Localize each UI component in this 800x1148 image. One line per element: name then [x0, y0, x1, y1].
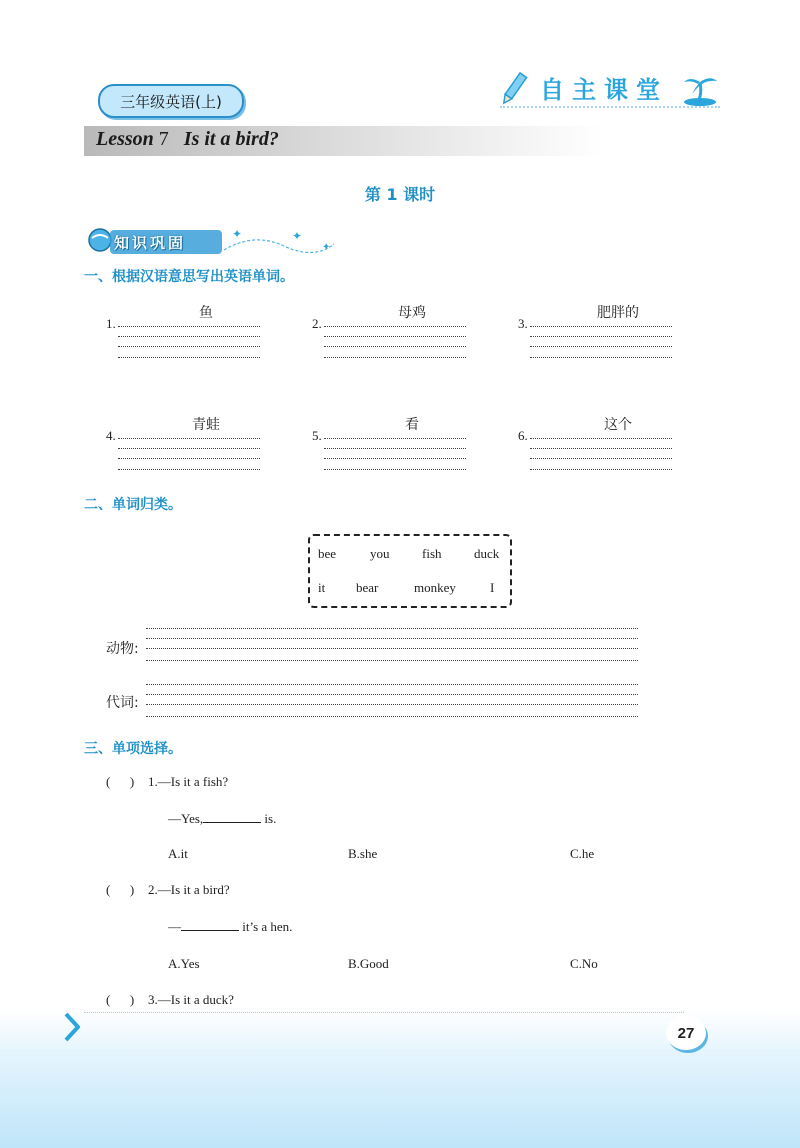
answer-line[interactable] [530, 448, 672, 449]
word-item [312, 414, 482, 474]
option-c[interactable]: C.he [570, 846, 595, 861]
answer-line[interactable] [118, 438, 260, 439]
answer-line[interactable] [146, 638, 638, 639]
question-answer: —Yes, is. [168, 811, 277, 826]
answer-line[interactable] [146, 716, 638, 717]
answer-line[interactable] [146, 648, 638, 649]
banner-title: 知识巩固 [114, 234, 187, 252]
word-item [518, 414, 688, 474]
part2-heading: 二、单词归类。 [84, 497, 182, 513]
word-chinese: 鱼 [199, 305, 213, 321]
word-bank-item: I [490, 580, 495, 595]
word-item [518, 302, 688, 362]
word-item [106, 302, 276, 362]
word-bank-item: bee [318, 546, 337, 561]
answer-line[interactable] [324, 458, 466, 459]
category-animals-label: 动物: [106, 641, 139, 657]
section-title: 自主课堂 [540, 76, 668, 104]
question-stem: 1.—Is it a fish? [148, 774, 229, 789]
word-chinese: 青蛙 [192, 417, 220, 433]
answer-line[interactable] [118, 458, 260, 459]
answer-line[interactable] [530, 458, 672, 459]
answer-line[interactable] [146, 694, 638, 695]
word-number: 1. [106, 316, 116, 331]
word-item [106, 414, 276, 474]
word-number: 3. [518, 316, 528, 331]
answer-line[interactable] [118, 469, 260, 470]
period-title: 第 1 课时 [364, 185, 436, 204]
word-chinese: 母鸡 [398, 305, 426, 321]
pencil-icon [496, 70, 530, 110]
answer-line[interactable] [324, 336, 466, 337]
answer-line[interactable] [530, 438, 672, 439]
grade-badge: 三年级英语(上) [98, 84, 244, 118]
chevron-right-icon [62, 1010, 82, 1044]
word-bank-item: you [370, 546, 390, 561]
option-b[interactable]: B.she [348, 846, 378, 861]
word-number: 2. [312, 316, 322, 331]
word-chinese: 这个 [604, 417, 632, 433]
word-number: 5. [312, 428, 322, 443]
answer-line[interactable] [530, 357, 672, 358]
answer-line[interactable] [530, 346, 672, 347]
page-number: 27 [666, 1016, 706, 1050]
answer-line[interactable] [324, 326, 466, 327]
answer-line[interactable] [324, 438, 466, 439]
question-paren[interactable]: ( ) [106, 774, 135, 789]
word-chinese: 看 [405, 417, 419, 433]
word-bank-item: it [318, 580, 326, 595]
part3-heading: 三、单项选择。 [84, 741, 182, 757]
word-chinese: 肥胖的 [597, 305, 639, 321]
answer-line[interactable] [146, 684, 638, 685]
word-bank-item: fish [422, 546, 442, 561]
option-c[interactable]: C.No [570, 956, 598, 971]
answer-line[interactable] [530, 469, 672, 470]
footer-divider [84, 1012, 684, 1013]
word-number: 6. [518, 428, 528, 443]
word-bank-item: monkey [414, 580, 456, 595]
word-bank-item: bear [356, 580, 379, 595]
svg-text:✦: ✦ [232, 227, 243, 241]
svg-text:✦: ✦ [322, 242, 331, 253]
answer-line[interactable] [118, 357, 260, 358]
question-paren[interactable]: ( ) [106, 992, 135, 1007]
answer-line[interactable] [118, 336, 260, 337]
header-divider [500, 106, 720, 108]
option-a[interactable]: A.Yes [168, 956, 200, 971]
answer-line[interactable] [146, 660, 638, 661]
question-paren[interactable]: ( ) [106, 882, 135, 897]
answer-blank[interactable] [181, 918, 239, 931]
answer-line[interactable] [324, 469, 466, 470]
question-stem: 3.—Is it a duck? [148, 992, 234, 1007]
lesson-title: Lesson 7 Is it a bird? [96, 128, 279, 150]
word-bank-item: duck [474, 546, 500, 561]
answer-line[interactable] [324, 448, 466, 449]
palm-island-icon [680, 72, 720, 108]
answer-line[interactable] [324, 357, 466, 358]
answer-line[interactable] [118, 326, 260, 327]
word-bank [308, 534, 512, 608]
category-pronouns-label: 代词: [106, 695, 139, 711]
option-a[interactable]: A.it [168, 846, 188, 861]
answer-line[interactable] [146, 704, 638, 705]
part1-heading: 一、根据汉语意思写出英语单词。 [84, 269, 294, 285]
answer-line[interactable] [324, 346, 466, 347]
word-number: 4. [106, 428, 116, 443]
answer-line[interactable] [118, 448, 260, 449]
question-stem: 2.—Is it a bird? [148, 882, 230, 897]
answer-blank[interactable] [203, 810, 261, 823]
option-b[interactable]: B.Good [348, 956, 389, 971]
answer-line[interactable] [118, 346, 260, 347]
question-answer: — it’s a hen. [168, 919, 293, 934]
answer-line[interactable] [530, 336, 672, 337]
word-item [312, 302, 482, 362]
answer-line[interactable] [146, 628, 638, 629]
svg-text:✦: ✦ [292, 229, 303, 243]
answer-line[interactable] [530, 326, 672, 327]
